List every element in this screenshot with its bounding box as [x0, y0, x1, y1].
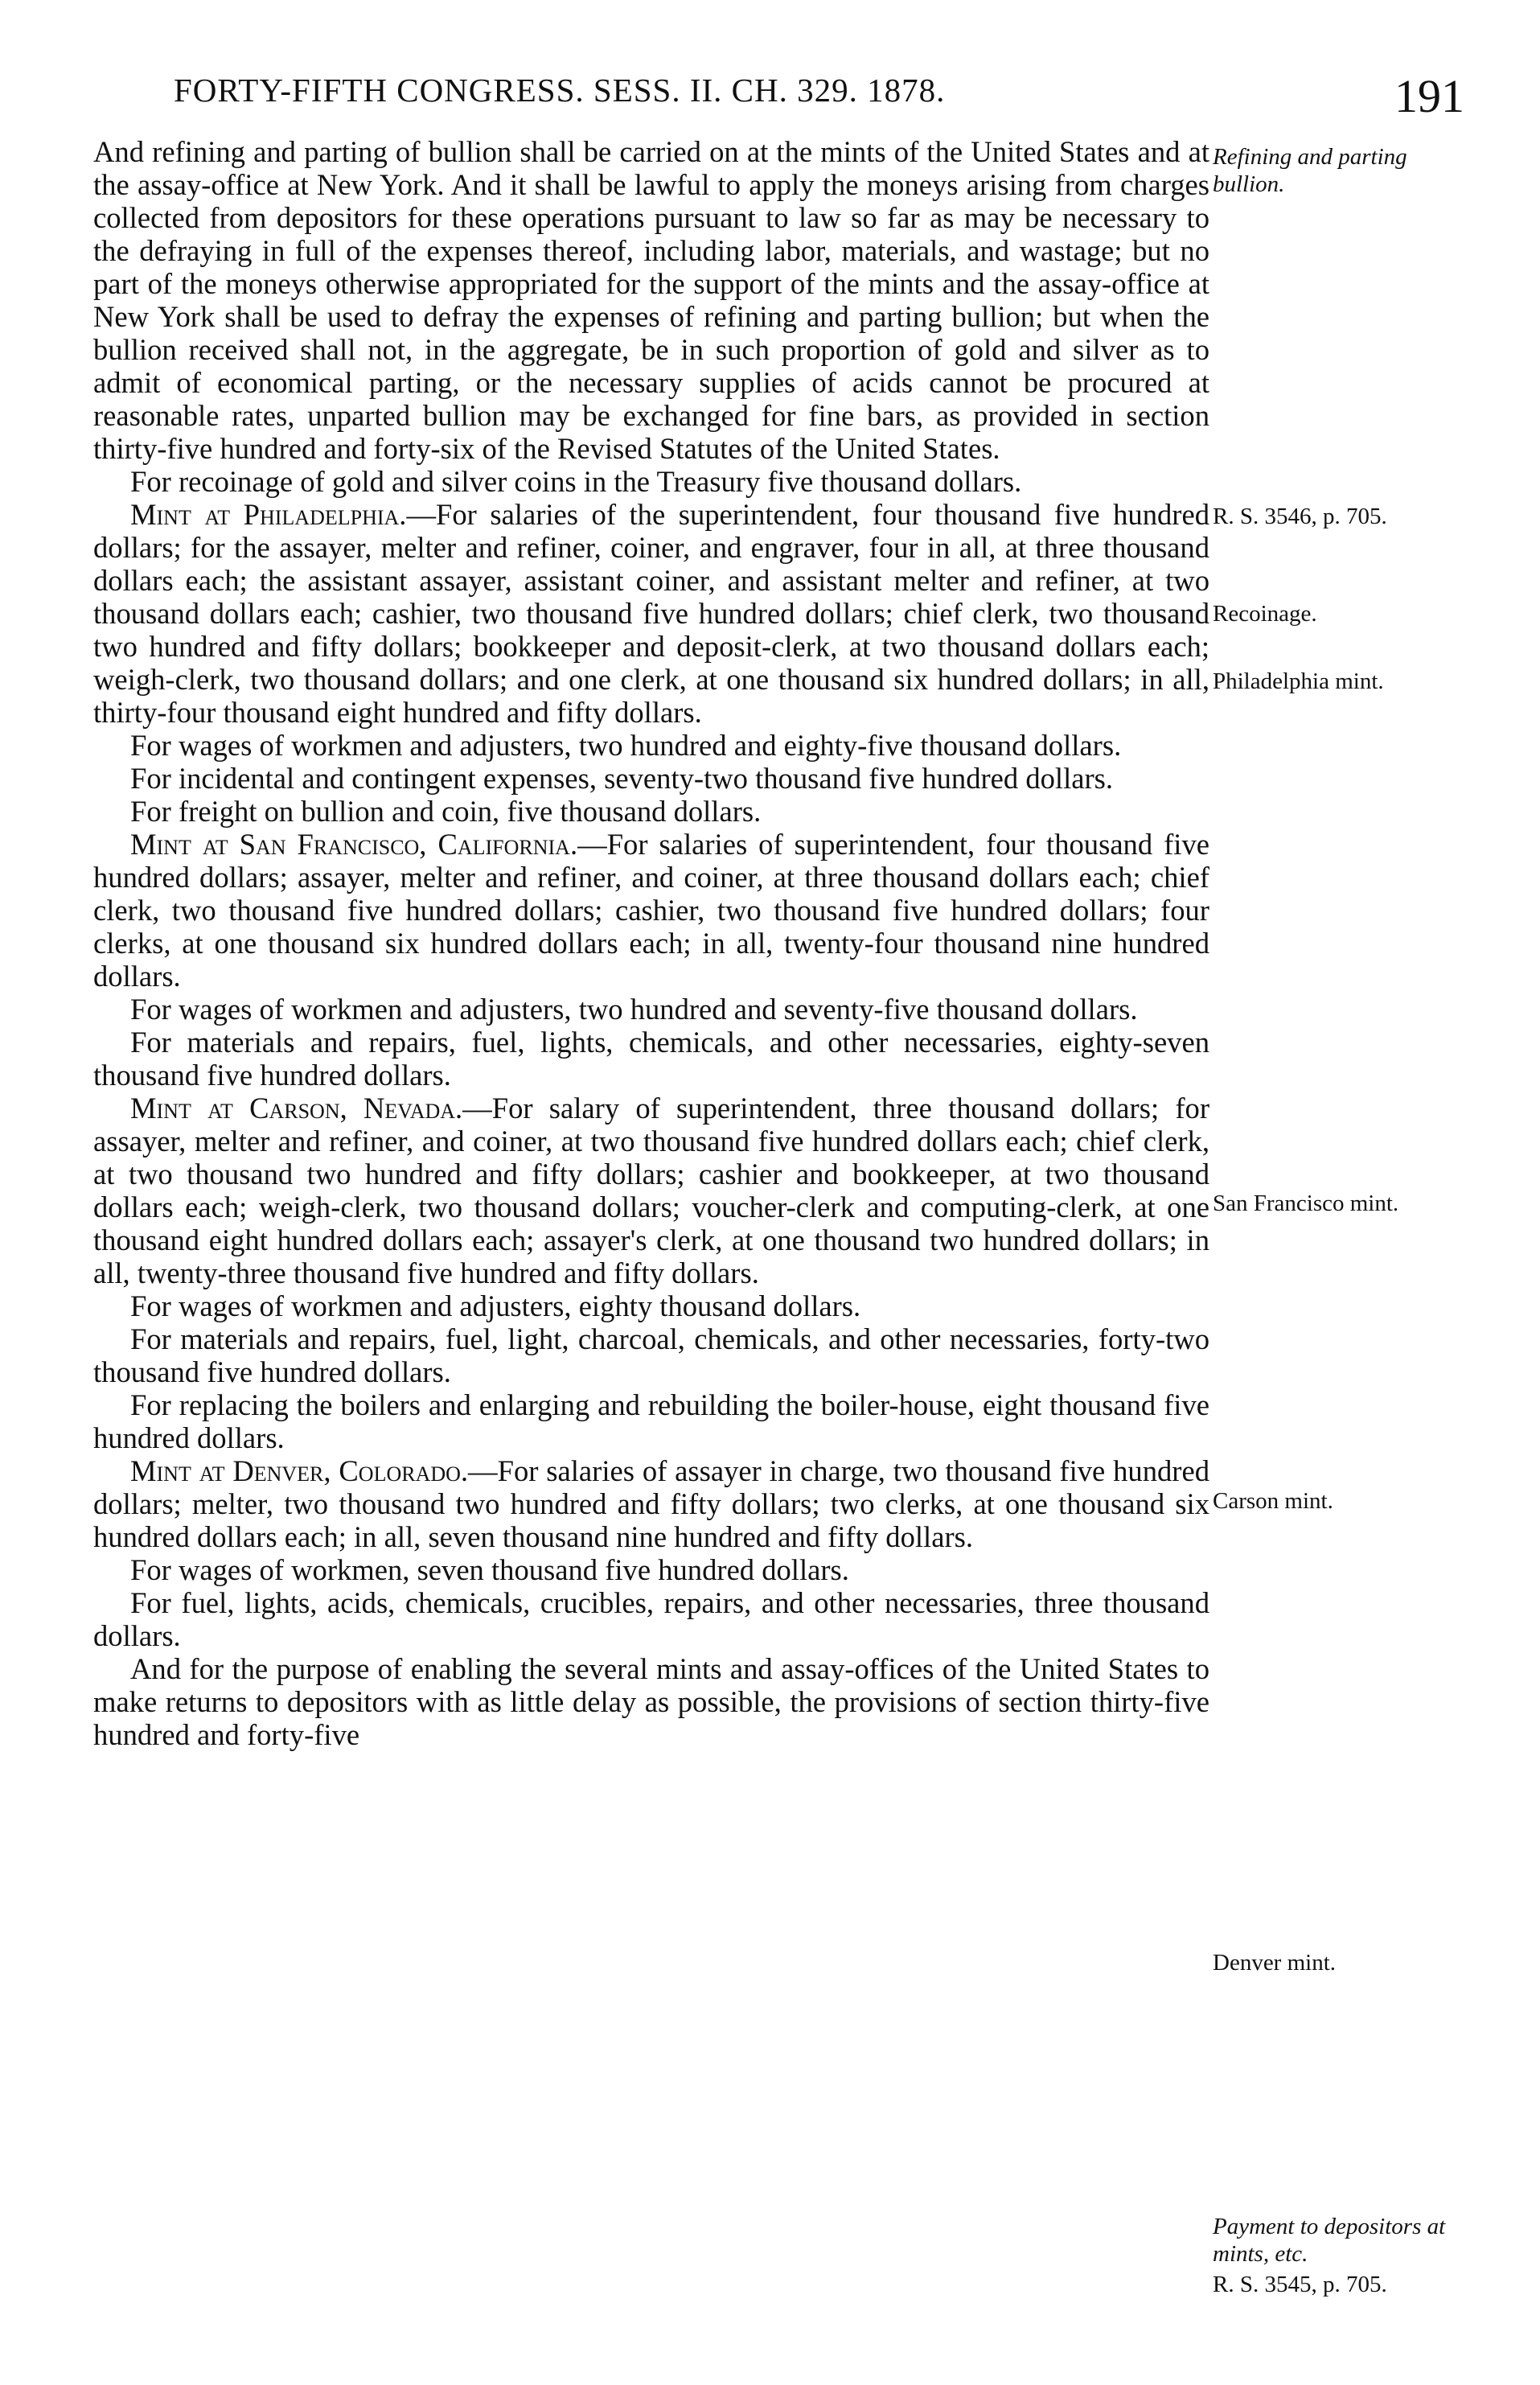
- margin-note-carson: Carson mint.: [1213, 1488, 1333, 1514]
- san-francisco-mint-salaries: —For salaries of superintendent, four thousand five hundred dollars; assayer, melter and refiner, and coiner, at three thousand dollars each; chief clerk, two thousand five hundred dollars; cashier, two thousand five hundred dollars; four clerks, at one thousand six hundred dollars each; in all, twenty-four thousand nine hundred dollars.: [93, 828, 1209, 993]
- san-francisco-mint-paragraph: [93, 828, 1209, 993]
- carson-mint-paragraph: [93, 1092, 1209, 1289]
- philadelphia-mint-salaries: —For salaries of the superintendent, four thousand five hundred dollars; for the assayer, melter and refiner, coiner, and engraver, four in all, at three thousand dollars each; the assistant assayer, assistant coiner, and assistant melter and refiner, at two thousand dollars each; cashier, two thousand five hundred dollars; chief clerk, two thousand two hundred and fifty dollars; bookkeeper and deposit-clerk, at two thousand dollars each; weigh-clerk, two thousand dollars; and one clerk, at one thousand six hundred dollars; in all, thirty-four thousand eight hundred and fifty dollars.: [93, 498, 1209, 729]
- san-francisco-wages-paragraph: For wages of workmen and adjusters, two hundred and seventy-five thousand dollars.: [130, 993, 1138, 1026]
- san-francisco-materials-paragraph: For materials and repairs, fuel, lights, chemicals, and other necessaries, eighty-seven thousand five hundred dollars.: [93, 1026, 1209, 1092]
- body-text-column: [93, 135, 1209, 1751]
- denver-fuel-paragraph: For fuel, lights, acids, chemicals, crucibles, repairs, and other necessaries, three thousand dollars.: [93, 1586, 1209, 1652]
- refining-paragraph: And refining and parting of bullion shall be carried on at the mints of the United States and at the assay-office at New York. And it shall be lawful to apply the moneys arising from charges collected from depositors for these operations pursuant to law so far as may be necessary to the defraying in full of the expenses thereof, including labor, materials, and wastage; but no part of the moneys otherwise appropriated for the support of the mints and the assay-office at New York shall be used to defray the expenses of refining and parting bullion; but when the bullion received shall not, in the aggregate, be in such proportion of gold and silver as to admit of economical parting, or the necessary supplies of acids cannot be procured at reasonable rates, unparted bullion may be exchanged for fine bars, as provided in section thirty-five hundred and forty-six of the Revised Statutes of the United States.: [93, 135, 1209, 465]
- margin-note-rs-3545: R. S. 3545, p. 705.: [1213, 2272, 1387, 2297]
- recoinage-paragraph: For recoinage of gold and silver coins in the Treasury five thousand dollars.: [130, 465, 1022, 498]
- margin-note-rs-3546: R. S. 3546, p. 705.: [1213, 504, 1387, 529]
- margin-note-denver: Denver mint.: [1213, 1950, 1337, 1976]
- philadelphia-freight-paragraph: For freight on bullion and coin, five thousand dollars.: [130, 795, 762, 828]
- carson-mint-heading: Mint at Carson, Nevada.: [130, 1092, 463, 1125]
- page-number: 191: [1394, 70, 1464, 122]
- denver-wages-paragraph: For wages of workmen, seven thousand five hundred dollars.: [130, 1553, 849, 1586]
- denver-mint-paragraph: [93, 1454, 1209, 1553]
- margin-note-payment: Payment to depositors at mints, etc.: [1213, 2214, 1446, 2267]
- margin-note-recoinage: Recoinage.: [1213, 601, 1317, 627]
- margin-note-san-francisco: San Francisco mint.: [1213, 1190, 1399, 1216]
- carson-mint-salaries: —For salary of superintendent, three thousand dollars; for assayer, melter and refiner, and coiner, at two thousand five hundred dollars each; chief clerk, at two thousand two hundred and fifty dollars; cashier and bookkeeper, at two thousand dollars each; weigh-clerk, two thousand dollars; voucher-clerk and computing-clerk, at one thousand eight hundred dollars each; assayer's clerk, at one thousand two hundred dollars; in all, twenty-three thousand five hundred and fifty dollars.: [93, 1092, 1209, 1289]
- payment-to-depositors-paragraph: And for the purpose of enabling the several mints and assay-offices of the United States to make returns to depositors with as little delay as possible, the provisions of section thirty-five hundred and forty-five: [93, 1652, 1209, 1751]
- philadelphia-mint-heading: Mint at Philadelphia.: [130, 498, 407, 531]
- denver-mint-heading: Mint at Denver, Colorado.: [130, 1454, 469, 1487]
- carson-materials-paragraph: For materials and repairs, fuel, light, charcoal, chemicals, and other necessaries, forty-two thousand five hundred dollars.: [93, 1322, 1209, 1388]
- philadelphia-wages-paragraph: For wages of workmen and adjusters, two hundred and eighty-five thousand dollars.: [130, 729, 1122, 762]
- margin-note-philadelphia: Philadelphia mint.: [1213, 668, 1384, 694]
- carson-boiler-paragraph: For replacing the boilers and enlarging and rebuilding the boiler-house, eight thousand five hundred dollars.: [93, 1388, 1209, 1454]
- denver-mint-salaries: —For salaries of assayer in charge, two thousand five hundred dollars; melter, two thousand two hundred and fifty dollars; two clerks, at one thousand six hundred dollars each; in all, seven thousand nine hundred and fifty dollars.: [93, 1454, 1209, 1553]
- carson-wages-paragraph: For wages of workmen and adjusters, eighty thousand dollars.: [130, 1289, 861, 1322]
- margin-note-refining: Refining and parting bullion.: [1213, 144, 1407, 197]
- philadelphia-incidental-paragraph: For incidental and contingent expenses, seventy-two thousand five hundred dollars.: [130, 762, 1114, 795]
- san-francisco-mint-heading: Mint at San Francisco, California.: [130, 828, 578, 861]
- philadelphia-mint-paragraph: [93, 498, 1209, 729]
- running-head: FORTY-FIFTH CONGRESS. SESS. II. CH. 329. 1878.: [174, 72, 946, 109]
